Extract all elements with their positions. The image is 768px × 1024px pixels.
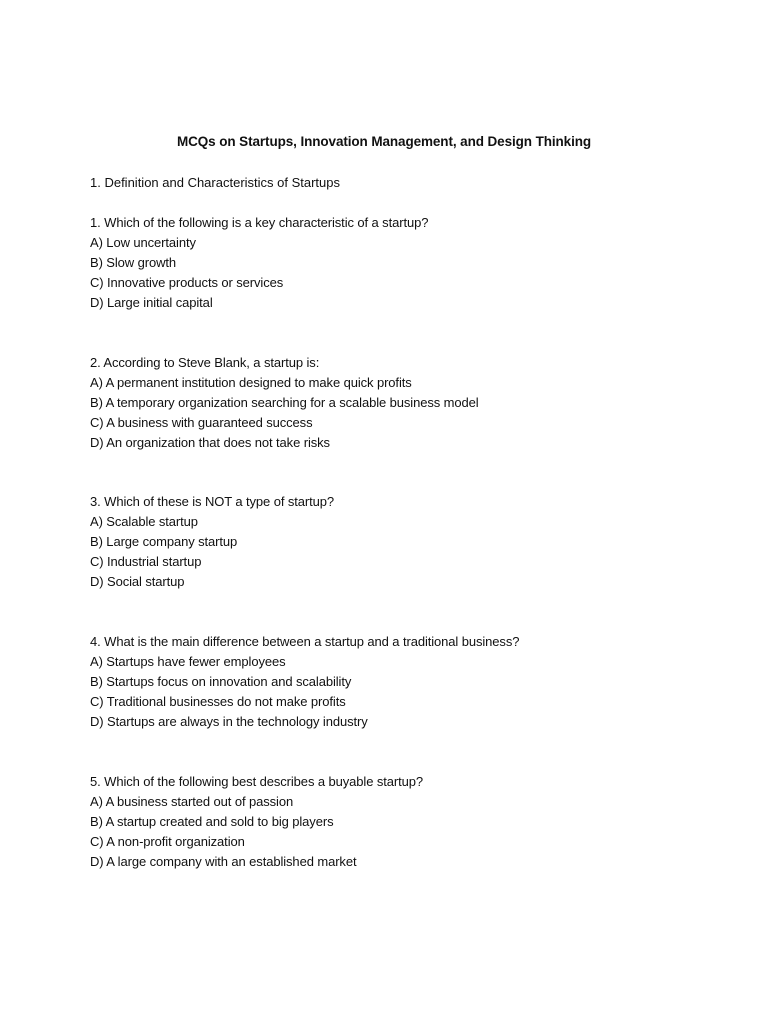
answer-option-b: B) Large company startup bbox=[90, 534, 238, 549]
answer-option-b: B) Startups focus on innovation and scalability bbox=[90, 674, 352, 689]
answer-option-d: D) Startups are always in the technology industry bbox=[90, 714, 368, 729]
document-title: MCQs on Startups, Innovation Management, and Design Thinking bbox=[176, 134, 592, 149]
section-heading: 1. Definition and Characteristics of Startups bbox=[90, 175, 341, 190]
answer-option-d: D) Large initial capital bbox=[90, 295, 213, 310]
answer-option-a: A) A permanent institution designed to make quick profits bbox=[90, 375, 412, 390]
question-block bbox=[90, 353, 710, 453]
answer-option-c: C) A business with guaranteed success bbox=[90, 415, 313, 430]
answer-option-c: C) A non-profit organization bbox=[90, 834, 245, 849]
answer-option-d: D) A large company with an established market bbox=[90, 854, 357, 869]
question-stem: 4. What is the main difference between a startup and a traditional business? bbox=[90, 634, 520, 649]
answer-option-c: C) Traditional businesses do not make profits bbox=[90, 694, 346, 709]
answer-option-c: C) Innovative products or services bbox=[90, 275, 284, 290]
answer-option-d: D) An organization that does not take risks bbox=[90, 435, 330, 450]
question-stem: 1. Which of the following is a key characteristic of a startup? bbox=[90, 215, 429, 230]
answer-option-a: A) Low uncertainty bbox=[90, 235, 196, 250]
question-block bbox=[90, 772, 710, 872]
question-block bbox=[90, 213, 710, 313]
answer-option-b: B) Slow growth bbox=[90, 255, 177, 270]
answer-option-b: B) A startup created and sold to big players bbox=[90, 814, 334, 829]
answer-option-a: A) Scalable startup bbox=[90, 514, 198, 529]
question-block bbox=[90, 492, 710, 592]
question-block bbox=[90, 632, 710, 732]
answer-option-a: A) Startups have fewer employees bbox=[90, 654, 286, 669]
answer-option-c: C) Industrial startup bbox=[90, 554, 202, 569]
answer-option-d: D) Social startup bbox=[90, 574, 185, 589]
answer-option-b: B) A temporary organization searching for a scalable business model bbox=[90, 395, 479, 410]
question-stem: 3. Which of these is NOT a type of startup? bbox=[90, 494, 335, 509]
question-stem: 2. According to Steve Blank, a startup is: bbox=[90, 355, 320, 370]
question-stem: 5. Which of the following best describes a buyable startup? bbox=[90, 774, 424, 789]
answer-option-a: A) A business started out of passion bbox=[90, 794, 294, 809]
